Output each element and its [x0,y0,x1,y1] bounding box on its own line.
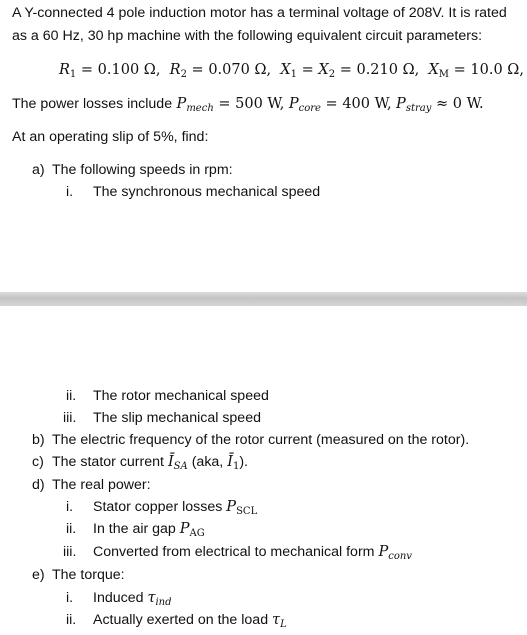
item-a-ii-marker: ii. [66,388,77,404]
item-b-text: The electric frequency of the rotor current (measured on the rotor). [52,432,470,448]
page-break-divider [0,292,527,306]
item-c-text: The stator current $Ī_{SA}$ (aka, $Ī_1$). [52,454,248,472]
item-e-i-marker: i. [66,590,74,606]
item-a-text: The following speeds in rpm: [52,162,233,178]
item-a-i-text: The synchronous mechanical speed [93,184,321,200]
intro-line-2: as a 60 Hz, 30 hp machine with the following equivalent circuit parameters: [12,28,483,44]
param-xm: $X_M = 10.0$ Ω, [428,62,524,80]
loss-mech: $P_{mech} = 500$ W, [176,96,285,114]
item-e-marker: e) [32,567,45,583]
item-d-text: The real power: [52,477,151,493]
loss-core: $P_{core} = 400$ W, [288,96,392,114]
item-d-ii-marker: ii. [66,521,77,537]
item-b-marker: b) [32,432,45,448]
item-e-ii-marker: ii. [66,612,77,628]
param-r2: $R_2 = 0.070$ Ω, [169,62,272,80]
item-d-i-text: Stator copper losses $P_{SCL}$ [93,499,258,517]
param-x1-x2: $X_1 = X_2 = 0.210$ Ω, [280,62,420,80]
item-a-iii-marker: iii. [63,410,77,426]
item-a-i-marker: i. [66,184,74,200]
item-d-ii-text: In the air gap $P_{AG}$ [93,521,205,539]
item-a-iii-text: The slip mechanical speed [93,410,261,426]
item-a-marker: a) [32,162,45,178]
item-d-iii-marker: iii. [63,544,77,560]
intro-line-1: A Y-connected 4 pole induction motor has a terminal voltage of 208V. It is rated [12,5,507,21]
losses-prefix: The power losses include [12,96,173,112]
slip-line: At an operating slip of 5%, find: [12,129,209,145]
power-losses-line [12,95,484,114]
item-a-ii-text: The rotor mechanical speed [93,388,269,404]
item-e-text: The torque: [52,567,125,583]
loss-stray: $P_{stray} \approx 0$ W. [396,96,484,114]
param-r1: $R_1 = 0.100$ Ω, [59,62,161,80]
item-d-marker: d) [32,477,45,493]
item-d-i-marker: i. [66,499,74,515]
circuit-parameters [59,62,524,80]
item-c-marker: c) [32,454,44,470]
item-d-iii-text: Converted from electrical to mechanical form $P_{conv}$ [93,544,412,562]
item-e-ii-text: Actually exerted on the load $\tau_L$ [93,612,287,630]
item-e-i-text: Induced $\tau_{ind}$ [93,590,172,608]
